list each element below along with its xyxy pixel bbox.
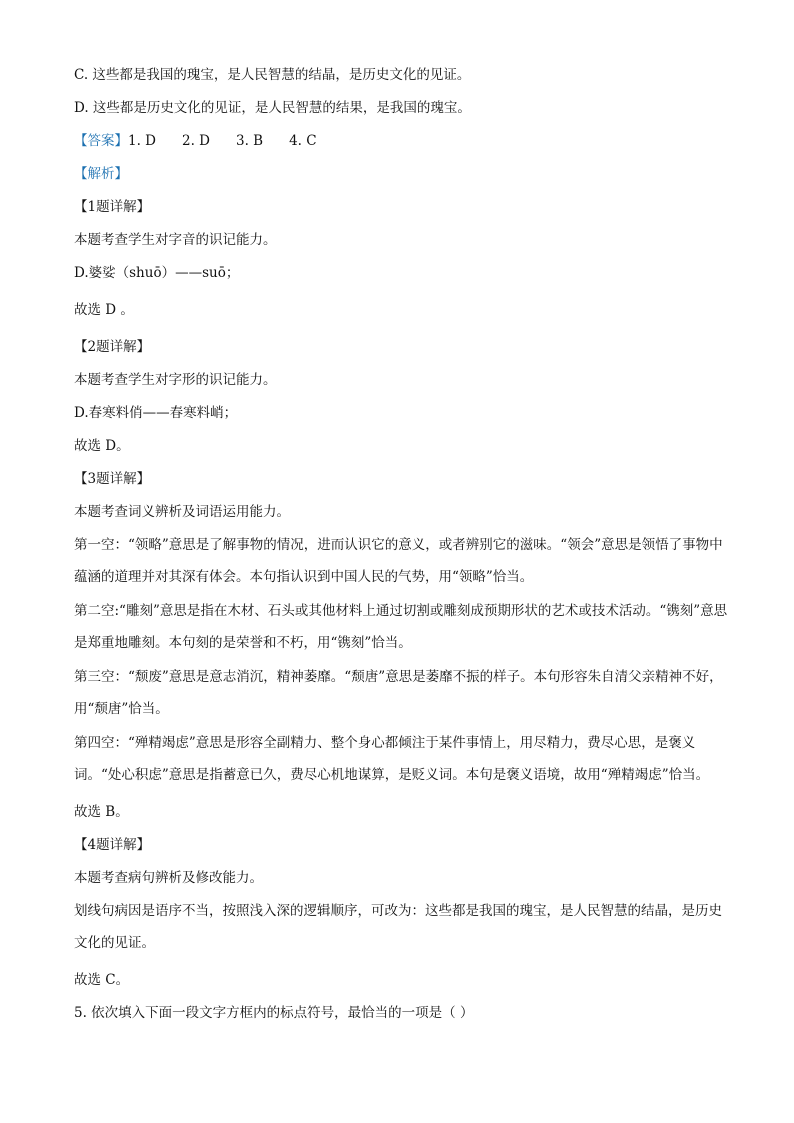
answer-label: 【答案】 <box>74 133 128 149</box>
q1-line: D.婆娑（shuō）——suō； <box>74 265 240 281</box>
q4-intro: 本题考查病句辨析及修改能力。 <box>74 870 263 886</box>
q5-question: 5. 依次填入下面一段文字方框内的标点符号，最恰当的一项是（ ） <box>74 1005 474 1021</box>
q3-paragraph: 第三空：“颓废”意思是意志消沉，精神萎靡。“颓唐”意思是萎靡不振的样子。本句形容朱自清父亲精神不好，用“颓唐”恰当。 <box>74 669 723 717</box>
q4-conclusion: 故选 C。 <box>74 972 130 988</box>
answer-item: 2. D <box>182 133 210 149</box>
q3-paragraph: 第二空:“雕刻”意思是指在木材、石头或其他材料上通过切割或雕刻成预期形状的艺术或技术活动。“镌刻”意思是郑重地雕刻。本句刻的是荣誉和不朽，用“镌刻”恰当。 <box>74 603 728 651</box>
answer-item: 4. C <box>289 133 317 149</box>
analysis-label: 【解析】 <box>74 166 128 182</box>
q3-paragraph: 第一空：“领略”意思是了解事物的情况，进而认识它的意义，或者辨别它的滋味。“领会”意思是领悟了事物中蕴涵的道理并对其深有体会。本句指认识到中国人民的气势，用“领略”恰当。 <box>74 537 723 585</box>
answer-item: 1. D <box>128 133 156 149</box>
q2-line: 本题考查学生对字形的识记能力。 <box>74 372 277 388</box>
q2-line: D.春寒料俏——春寒料峭； <box>74 405 238 421</box>
q1-heading: 【1题详解】 <box>74 199 151 215</box>
q3-conclusion: 故选 B。 <box>74 804 129 820</box>
q3-heading: 【3题详解】 <box>74 471 151 487</box>
q4-heading: 【4题详解】 <box>74 837 151 853</box>
q3-intro: 本题考查词义辨析及词语运用能力。 <box>74 504 290 520</box>
q1-line: 本题考查学生对字音的识记能力。 <box>74 232 277 248</box>
q2-line: 故选 D。 <box>74 438 130 454</box>
document-page <box>74 64 734 1024</box>
q3-paragraph: 第四空：“殚精竭虑”意思是形容全副精力、整个身心都倾注于某件事情上，用尽精力，费尽心思，是褒义词。“处心积虑”意思是指蓄意已久，费尽心机地谋算，是贬义词。本句是褒义语境，故用“殚精竭虑”恰当。 <box>74 735 710 783</box>
q1-line: 故选 D 。 <box>74 302 134 318</box>
answer-item: 3. B <box>236 133 264 149</box>
answer-line <box>74 130 734 152</box>
option-c: C. 这些都是我国的瑰宝，是人民智慧的结晶，是历史文化的见证。 <box>74 67 471 83</box>
option-d: D. 这些都是历史文化的见证，是人民智慧的结果，是我国的瑰宝。 <box>74 100 471 116</box>
q4-paragraph: 划线句病因是语序不当，按照浅入深的逻辑顺序，可改为：这些都是我国的瑰宝，是人民智慧的结晶，是历史文化的见证。 <box>74 903 722 951</box>
q2-heading: 【2题详解】 <box>74 339 151 355</box>
